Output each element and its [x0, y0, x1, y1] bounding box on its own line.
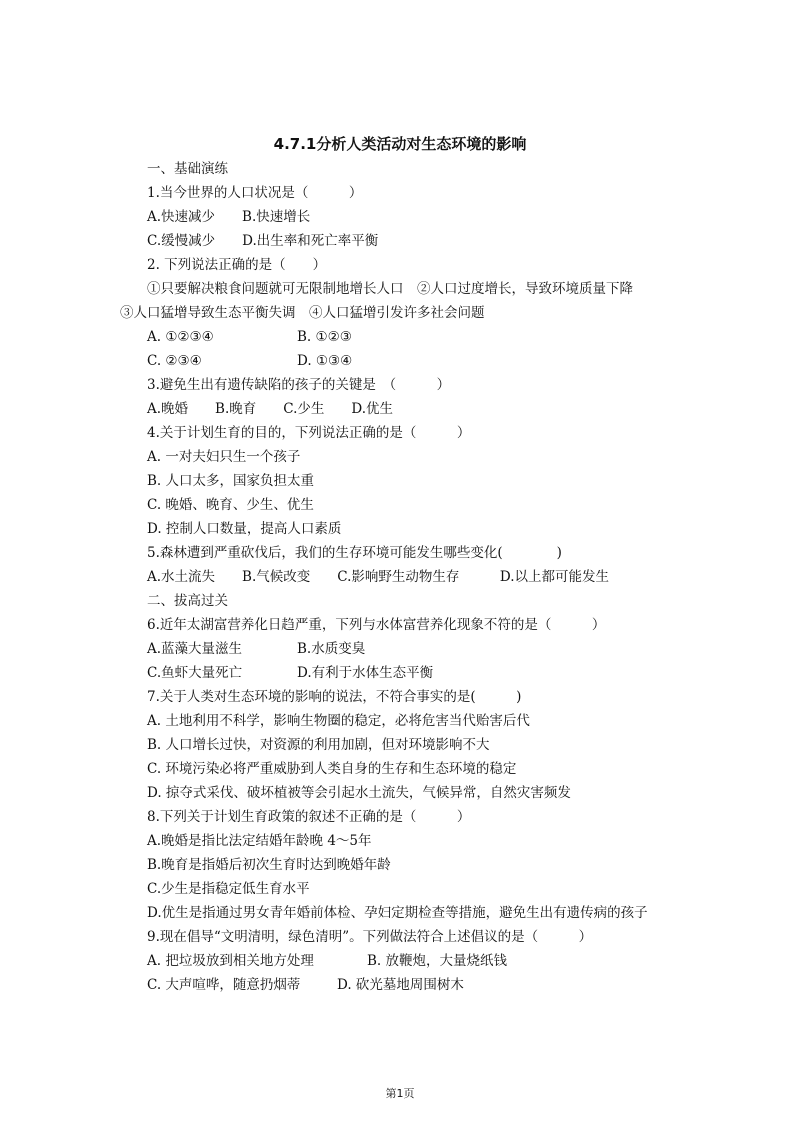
question-2-options-ab — [147, 325, 352, 349]
question-7: 7.关于人类对生态环境的影响的说法，不符合事实的是( ) — [147, 689, 522, 705]
question-1-options-ab: A.快速减少 B.快速增长 — [147, 209, 311, 225]
question-2-options-cd — [147, 349, 353, 373]
question-2: 2. 下列说法正确的是（ ） — [147, 257, 327, 273]
page-number: 第1页 — [385, 1087, 415, 1100]
option-b: B. 放鞭炮，大量烧纸钱 — [367, 953, 508, 969]
question-1: 1.当今世界的人口状况是（ ） — [147, 185, 363, 201]
option-c: C. 大声喧哗，随意扔烟蒂 — [147, 977, 301, 993]
question-4-option-c: C. 晚婚、晚育、少生、优生 — [147, 497, 314, 513]
question-7-option-d: D. 掠夺式采伐、破坏植被等会引起水土流失，气候异常，自然灾害频发 — [147, 785, 571, 801]
option-d: D.有利于水体生态平衡 — [297, 665, 434, 681]
question-3-options: A.晚婚 B.晚育 C.少生 D.优生 — [147, 401, 394, 417]
option-b: B. ①②③ — [297, 329, 352, 345]
question-4-option-a: A. 一对夫妇只生一个孩子 — [147, 449, 301, 465]
question-9-options-cd — [147, 973, 464, 997]
option-a: A. ①②③④ — [147, 329, 214, 345]
question-2-statement-line-2: ③人口猛增导致生态平衡失调 ④人口猛增引发许多社会问题 — [120, 305, 485, 321]
question-1-options-cd: C.缓慢减少 D.出生率和死亡率平衡 — [147, 233, 379, 249]
question-6: 6.近年太湖富营养化日趋严重，下列与水体富营养化现象不符的是（ ） — [147, 617, 606, 633]
question-4-option-d: D. 控制人口数量，提高人口素质 — [147, 521, 342, 537]
question-7-option-b: B. 人口增长过快，对资源的利用加剧，但对环境影响不大 — [147, 737, 490, 753]
question-3: 3.避免生出有遗传缺陷的孩子的关键是 （ ） — [147, 377, 451, 393]
question-7-option-c: C. 环境污染必将严重威胁到人类自身的生存和生态环境的稳定 — [147, 761, 517, 777]
section-heading-basic: 一、基础演练 — [147, 161, 228, 177]
option-c: C.鱼虾大量死亡 — [147, 665, 243, 681]
option-a: A.蓝藻大量滋生 — [147, 641, 243, 657]
option-d: D. ①③④ — [297, 353, 353, 369]
question-9-options-ab — [147, 949, 508, 973]
option-d: D. 砍光墓地周围树木 — [337, 977, 464, 993]
question-4: 4.关于计划生育的目的，下列说法正确的是（ ） — [147, 425, 471, 441]
page-title: 4.7.1分析人类活动对生态环境的影响 — [273, 135, 527, 153]
question-5-options: A.水土流失 B.气候改变 C.影响野生动物生存 D.以上都可能发生 — [147, 569, 610, 585]
question-2-statement-line-1: ①只要解决粮食问题就可无限制地增长人口 ②人口过度增长，导致环境质量下降 — [147, 281, 633, 297]
question-7-option-a: A. 土地利用不科学，影响生物圈的稳定，必将危害当代贻害后代 — [147, 713, 530, 729]
question-9: 9.现在倡导“文明清明，绿色清明”。下列做法符合上述倡议的是（ ） — [147, 929, 593, 945]
question-8-option-a: A.晚婚是指比法定结婚年龄晚 4～5年 — [147, 833, 372, 849]
question-6-options-cd — [147, 661, 434, 685]
question-6-options-ab — [147, 637, 366, 661]
question-8-option-c: C.少生是指稳定低生育水平 — [147, 881, 310, 897]
option-b: B.水质变臭 — [297, 641, 366, 657]
question-8-option-b: B.晚育是指婚后初次生育时达到晚婚年龄 — [147, 857, 391, 873]
question-5: 5.森林遭到严重砍伐后，我们的生存环境可能发生哪些变化( ) — [147, 545, 562, 561]
question-8: 8.下列关于计划生育政策的叙述不正确的是（ ） — [147, 809, 471, 825]
option-a: A. 把垃圾放到相关地方处理 — [147, 953, 314, 969]
question-8-option-d: D.优生是指通过男女青年婚前体检、孕妇定期检查等措施，避免生出有遗传病的孩子 — [147, 905, 648, 921]
question-4-option-b: B. 人口太多，国家负担太重 — [147, 473, 315, 489]
section-heading-advanced: 二、拔高过关 — [147, 593, 228, 609]
option-c: C. ②③④ — [147, 353, 202, 369]
